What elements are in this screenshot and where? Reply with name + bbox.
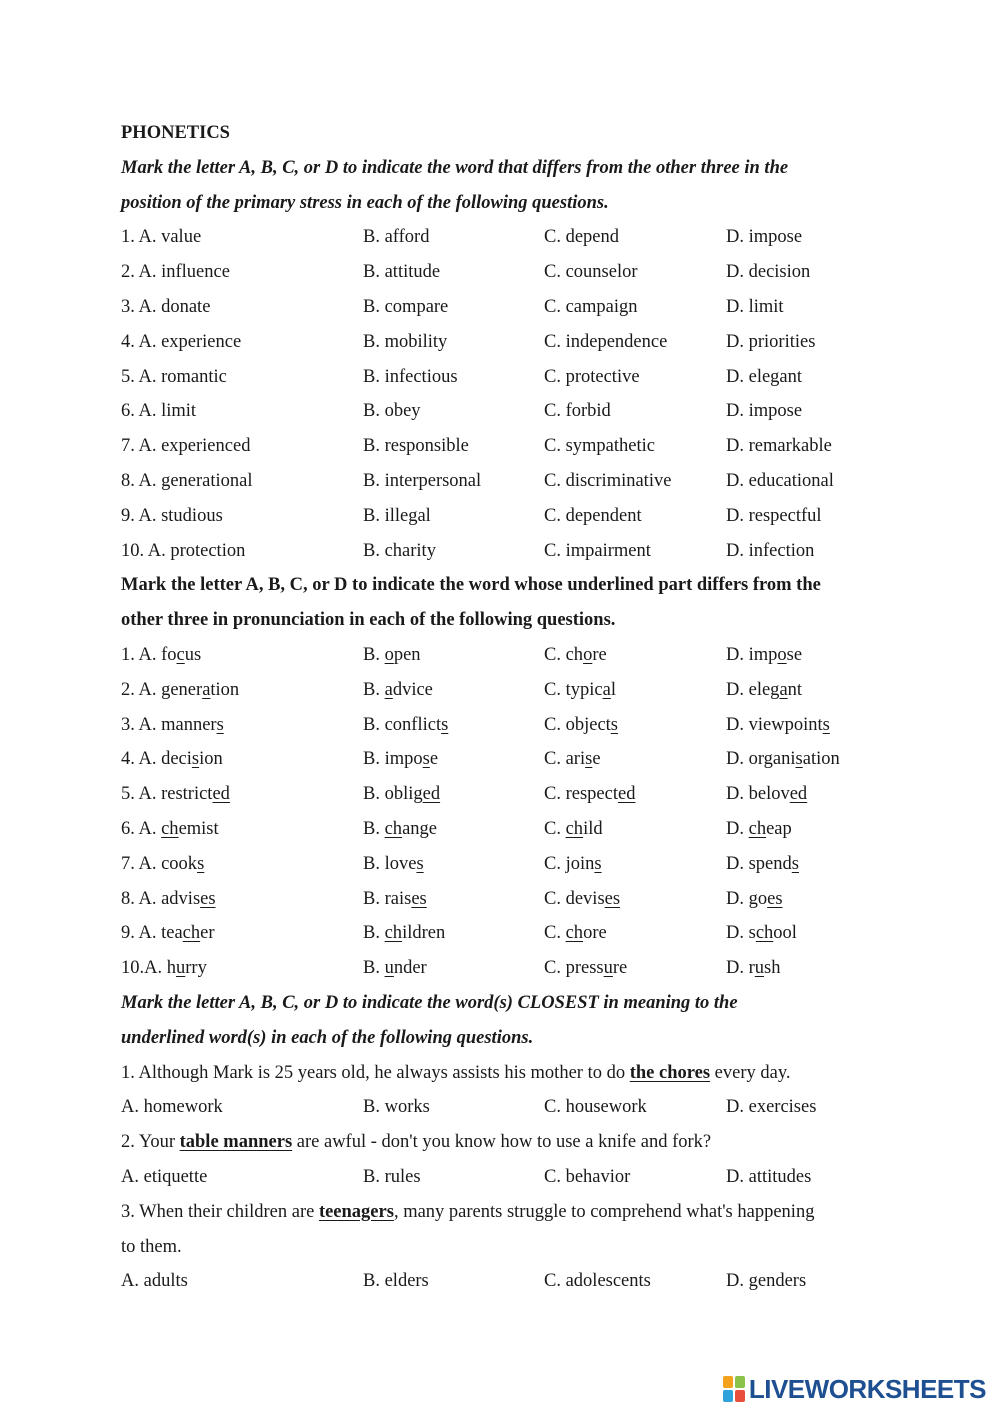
underlined-sound: ed bbox=[617, 784, 636, 805]
option-text-prefix: D. organi bbox=[726, 749, 796, 770]
question-row bbox=[121, 429, 901, 464]
answer-option[interactable]: B. illegal bbox=[363, 505, 431, 526]
underlined-sound: s bbox=[216, 714, 224, 735]
underlined-sound: u bbox=[176, 958, 186, 979]
option-text-prefix: B. impo bbox=[363, 749, 423, 770]
logo-tile bbox=[723, 1376, 733, 1388]
answer-option[interactable] bbox=[544, 916, 726, 951]
answer-option[interactable]: B. mobility bbox=[363, 331, 448, 352]
underlined-sound: ed bbox=[422, 784, 441, 805]
option-text-suffix: pen bbox=[393, 644, 421, 665]
answer-option[interactable]: C. protective bbox=[544, 366, 640, 387]
option-text-prefix: B. love bbox=[363, 853, 417, 874]
question-row bbox=[121, 220, 901, 255]
underlined-sound: ch bbox=[565, 923, 584, 944]
answer-option[interactable]: 9. A. studious bbox=[121, 505, 223, 526]
underlined-sound: ed bbox=[212, 784, 230, 805]
option-text-suffix: sh bbox=[764, 958, 781, 979]
underlined-sound: ch bbox=[565, 818, 584, 839]
logo-tile bbox=[735, 1376, 745, 1388]
underlined-sound: s bbox=[197, 853, 205, 874]
underlined-sound: s bbox=[795, 749, 803, 770]
question-row bbox=[121, 255, 901, 290]
underlined-sound: s bbox=[191, 749, 200, 770]
underlined-sound: s bbox=[610, 714, 618, 735]
liveworksheets-logo-icon bbox=[723, 1376, 745, 1402]
underlined-sound: ch bbox=[182, 923, 201, 944]
answer-option[interactable] bbox=[363, 951, 544, 986]
section-instruction: other three in pronunciation in each of the following questions. bbox=[121, 610, 616, 631]
option-text-prefix: C. bbox=[544, 923, 566, 944]
answer-option[interactable] bbox=[363, 638, 544, 673]
option-text-prefix: C. object bbox=[544, 714, 611, 735]
answer-option[interactable]: A. homework bbox=[121, 1097, 223, 1118]
question-stem bbox=[121, 1195, 901, 1230]
answer-option[interactable] bbox=[726, 882, 901, 917]
option-text-suffix: re bbox=[592, 644, 607, 665]
question-stem bbox=[121, 1125, 901, 1160]
answer-option[interactable] bbox=[726, 847, 901, 882]
question-row bbox=[121, 882, 901, 917]
question-row bbox=[121, 464, 901, 499]
answer-option[interactable]: B. afford bbox=[363, 227, 430, 248]
answer-option[interactable] bbox=[726, 638, 901, 673]
option-text-suffix: ation bbox=[802, 749, 840, 770]
option-text-prefix: D. viewpoint bbox=[726, 714, 823, 735]
answer-option[interactable]: A. adults bbox=[121, 1271, 188, 1292]
option-text-prefix: D. go bbox=[726, 888, 768, 909]
option-text-prefix: C. join bbox=[544, 853, 595, 874]
answer-option[interactable] bbox=[726, 673, 901, 708]
answer-option[interactable]: C. counselor bbox=[544, 262, 638, 283]
answer-option[interactable]: 6. A. limit bbox=[121, 401, 197, 422]
option-text-suffix: emist bbox=[178, 818, 219, 839]
answer-option[interactable] bbox=[363, 812, 544, 847]
answer-option[interactable]: C. dependent bbox=[544, 505, 642, 526]
question-row bbox=[121, 742, 901, 777]
underlined-sound: ch bbox=[755, 923, 774, 944]
answer-option[interactable]: D. decision bbox=[726, 262, 811, 283]
option-text-suffix: ore bbox=[583, 923, 607, 944]
option-text-prefix: B. bbox=[363, 818, 385, 839]
answer-option[interactable]: B. works bbox=[363, 1097, 430, 1118]
answer-option[interactable]: 7. A. experienced bbox=[121, 436, 251, 457]
answer-option[interactable] bbox=[121, 812, 363, 847]
answer-option[interactable] bbox=[544, 673, 726, 708]
option-text-prefix: 5. A. restrict bbox=[121, 784, 213, 805]
underlined-sound: es bbox=[604, 888, 621, 909]
logo-tile bbox=[735, 1390, 745, 1402]
underlined-phrase bbox=[180, 1132, 293, 1152]
option-text-suffix: us bbox=[184, 644, 202, 665]
answer-option[interactable]: 10. A. protection bbox=[121, 540, 246, 561]
option-text-suffix: ildren bbox=[402, 923, 446, 944]
answer-option[interactable] bbox=[121, 916, 363, 951]
question-row bbox=[121, 812, 901, 847]
answer-option[interactable] bbox=[121, 882, 363, 917]
option-text-suffix: er bbox=[200, 923, 215, 944]
option-text-prefix: B. bbox=[363, 958, 385, 979]
answer-option[interactable] bbox=[121, 638, 363, 673]
option-text-suffix: e bbox=[429, 749, 439, 770]
option-text-suffix: eap bbox=[766, 818, 792, 839]
option-text-prefix: B. conflict bbox=[363, 714, 442, 735]
option-text-prefix: B. bbox=[363, 923, 385, 944]
option-text-prefix: 8. A. advis bbox=[121, 888, 201, 909]
option-text-prefix: 2. A. gener bbox=[121, 679, 203, 700]
answer-option[interactable]: 1. A. value bbox=[121, 227, 202, 248]
option-text-prefix: D. eleg bbox=[726, 679, 780, 700]
answer-option[interactable] bbox=[544, 882, 726, 917]
answer-option[interactable] bbox=[363, 916, 544, 951]
answer-option[interactable] bbox=[363, 673, 544, 708]
option-text-prefix: 3. A. manner bbox=[121, 714, 217, 735]
question-row bbox=[121, 499, 901, 534]
option-text-prefix: 1. A. fo bbox=[121, 644, 177, 665]
option-text-prefix: C. typic bbox=[544, 679, 603, 700]
answer-option[interactable]: D. impose bbox=[726, 227, 803, 248]
section-instruction: Mark the letter A, B, C, or D to indicate the word that differs from the other three in the bbox=[121, 157, 789, 178]
worksheet-content bbox=[121, 151, 901, 1299]
question-row bbox=[121, 1090, 901, 1125]
option-text-suffix: re bbox=[612, 958, 628, 979]
underlined-sound: es bbox=[411, 888, 427, 909]
answer-option[interactable]: B. responsible bbox=[363, 436, 469, 457]
option-text-prefix: 4. A. deci bbox=[121, 749, 192, 770]
answer-option[interactable]: B. infectious bbox=[363, 366, 458, 387]
question-row bbox=[121, 777, 901, 812]
option-text-suffix: rry bbox=[185, 958, 207, 979]
section-instruction: underlined word(s) in each of the following questions. bbox=[121, 1027, 534, 1048]
question-row bbox=[121, 673, 901, 708]
question-row bbox=[121, 638, 901, 673]
underlined-sound: ch bbox=[161, 818, 179, 839]
answer-option[interactable] bbox=[363, 708, 544, 743]
underlined-sound: o bbox=[583, 644, 593, 665]
option-text-prefix: 10.A. h bbox=[121, 958, 176, 979]
stem-text: , many parents struggle to comprehend what's happening bbox=[393, 1201, 815, 1222]
answer-option[interactable]: 8. A. generational bbox=[121, 470, 253, 491]
option-text-suffix: dvice bbox=[392, 679, 433, 700]
liveworksheets-logo[interactable] bbox=[723, 1372, 986, 1406]
underlined-sound: es bbox=[767, 888, 783, 909]
answer-option[interactable] bbox=[726, 812, 901, 847]
answer-option[interactable] bbox=[544, 742, 726, 777]
stem-text: to them. bbox=[121, 1236, 182, 1257]
underlined-phrase bbox=[319, 1202, 394, 1222]
question-row bbox=[121, 360, 901, 395]
answer-option[interactable]: D. remarkable bbox=[726, 436, 832, 457]
question-row bbox=[121, 1160, 901, 1195]
question-stem bbox=[121, 1056, 901, 1091]
answer-option[interactable] bbox=[363, 882, 544, 917]
answer-option[interactable] bbox=[726, 951, 901, 986]
question-row bbox=[121, 916, 901, 951]
answer-option[interactable]: D. respectful bbox=[726, 505, 822, 526]
option-text-suffix: l bbox=[610, 679, 616, 700]
underlined-sound: s bbox=[585, 749, 593, 770]
answer-option[interactable]: B. interpersonal bbox=[363, 470, 482, 491]
answer-option[interactable] bbox=[544, 847, 726, 882]
question-row bbox=[121, 1264, 901, 1299]
answer-option[interactable] bbox=[544, 812, 726, 847]
answer-option[interactable]: 5. A. romantic bbox=[121, 366, 227, 387]
answer-option[interactable] bbox=[121, 708, 363, 743]
underlined-sound: s bbox=[422, 749, 430, 770]
answer-option[interactable]: C. adolescents bbox=[544, 1271, 651, 1292]
option-text-prefix: D. spend bbox=[726, 853, 792, 874]
answer-option[interactable]: D. attitudes bbox=[726, 1166, 812, 1187]
liveworksheets-logo-text: LIVEWORKSHEETS bbox=[748, 1373, 986, 1404]
section-instruction: position of the primary stress in each of the following questions. bbox=[121, 192, 609, 213]
option-text-prefix: D. r bbox=[726, 958, 755, 979]
answer-option[interactable]: 2. A. influence bbox=[121, 262, 230, 283]
answer-option[interactable] bbox=[726, 777, 901, 812]
answer-option[interactable]: C. discriminative bbox=[544, 470, 672, 491]
underlined-sound: o bbox=[777, 644, 787, 665]
answer-option[interactable] bbox=[544, 708, 726, 743]
answer-option[interactable]: B. elders bbox=[363, 1271, 429, 1292]
underlined-phrase-text: teenagers bbox=[318, 1201, 394, 1222]
answer-option[interactable]: C. forbid bbox=[544, 401, 611, 422]
answer-option[interactable]: B. charity bbox=[363, 540, 436, 561]
answer-option[interactable] bbox=[363, 777, 544, 812]
answer-option[interactable]: C. independence bbox=[544, 331, 668, 352]
answer-option[interactable]: D. elegant bbox=[726, 366, 803, 387]
underlined-sound: s bbox=[416, 853, 424, 874]
option-text-prefix: D. s bbox=[726, 923, 756, 944]
answer-option[interactable]: D. genders bbox=[726, 1271, 807, 1292]
question-row bbox=[121, 394, 901, 429]
section-instruction: Mark the letter A, B, C, or D to indicate the word(s) CLOSEST in meaning to the bbox=[121, 992, 738, 1013]
answer-option[interactable]: D. exercises bbox=[726, 1097, 817, 1118]
underlined-sound: u bbox=[603, 958, 613, 979]
option-text-prefix: B. bbox=[363, 644, 385, 665]
answer-option[interactable]: C. behavior bbox=[544, 1166, 631, 1187]
option-text-prefix: C. ch bbox=[544, 644, 584, 665]
question-row bbox=[121, 951, 901, 986]
answer-option[interactable]: B. obey bbox=[363, 401, 421, 422]
option-text-prefix: C. bbox=[544, 818, 566, 839]
answer-option[interactable] bbox=[121, 673, 363, 708]
logo-tile bbox=[723, 1390, 733, 1402]
answer-option[interactable]: C. depend bbox=[544, 227, 620, 248]
option-text-prefix: 9. A. tea bbox=[121, 923, 183, 944]
answer-option[interactable] bbox=[726, 916, 901, 951]
underlined-sound: a bbox=[202, 679, 211, 700]
underlined-sound: o bbox=[384, 644, 394, 665]
answer-option[interactable]: 3. A. donate bbox=[121, 296, 211, 317]
question-row bbox=[121, 847, 901, 882]
answer-option[interactable]: D. impose bbox=[726, 401, 803, 422]
question-row bbox=[121, 290, 901, 325]
stem-text: every day. bbox=[710, 1062, 791, 1083]
option-text-suffix: nt bbox=[787, 679, 803, 700]
underlined-sound: s bbox=[441, 714, 449, 735]
underlined-sound: es bbox=[200, 888, 216, 909]
stem-text: 3. When their children are bbox=[121, 1201, 319, 1222]
answer-option[interactable]: B. compare bbox=[363, 296, 449, 317]
underlined-sound: ch bbox=[384, 818, 403, 839]
stem-text: 1. Although Mark is 25 years old, he always assists his mother to do bbox=[121, 1062, 630, 1083]
option-text-suffix: nder bbox=[393, 958, 427, 979]
option-text-prefix: B. oblig bbox=[363, 784, 423, 805]
underlined-phrase bbox=[630, 1063, 710, 1083]
answer-option[interactable] bbox=[726, 708, 901, 743]
answer-option[interactable]: C. impairment bbox=[544, 540, 651, 561]
answer-option[interactable]: D. limit bbox=[726, 296, 784, 317]
answer-option[interactable] bbox=[544, 951, 726, 986]
answer-option[interactable]: C. campaign bbox=[544, 296, 638, 317]
underlined-sound: u bbox=[384, 958, 394, 979]
underlined-sound: ch bbox=[748, 818, 767, 839]
answer-option[interactable] bbox=[121, 777, 363, 812]
underlined-sound: a bbox=[602, 679, 611, 700]
answer-option[interactable]: B. rules bbox=[363, 1166, 421, 1187]
option-text-prefix: B. rais bbox=[363, 888, 412, 909]
worksheet-page bbox=[121, 116, 901, 1299]
option-text-suffix: ion bbox=[199, 749, 223, 770]
answer-option[interactable] bbox=[121, 951, 363, 986]
underlined-sound: a bbox=[779, 679, 788, 700]
underlined-sound: c bbox=[176, 644, 185, 665]
question-row bbox=[121, 708, 901, 743]
underlined-sound: a bbox=[384, 679, 393, 700]
option-text-prefix: D. imp bbox=[726, 644, 778, 665]
option-text-suffix: ool bbox=[773, 923, 797, 944]
option-text-suffix: ange bbox=[402, 818, 437, 839]
answer-option[interactable]: D. infection bbox=[726, 540, 815, 561]
option-text-suffix: e bbox=[592, 749, 601, 770]
option-text-suffix: tion bbox=[210, 679, 240, 700]
question-row bbox=[121, 325, 901, 360]
section-instruction: Mark the letter A, B, C, or D to indicate the word whose underlined part differs from the bbox=[121, 575, 821, 596]
answer-option[interactable]: B. attitude bbox=[363, 262, 441, 283]
option-text-prefix: D. belov bbox=[726, 784, 790, 805]
option-text-prefix: C. press bbox=[544, 958, 604, 979]
underlined-phrase-text: table manners bbox=[179, 1132, 293, 1153]
answer-option[interactable]: D. educational bbox=[726, 470, 834, 491]
answer-option[interactable] bbox=[363, 847, 544, 882]
underlined-phrase-text: the chores bbox=[629, 1062, 711, 1083]
underlined-sound: ch bbox=[384, 923, 403, 944]
underlined-sound: u bbox=[754, 958, 765, 979]
option-text-prefix: C. devis bbox=[544, 888, 605, 909]
option-text-prefix: D. bbox=[726, 818, 749, 839]
answer-option[interactable]: A. etiquette bbox=[121, 1166, 208, 1187]
underlined-sound: s bbox=[594, 853, 602, 874]
answer-option[interactable] bbox=[121, 847, 363, 882]
underlined-sound: s bbox=[822, 714, 830, 735]
option-text-prefix: 6. A. bbox=[121, 818, 162, 839]
answer-option[interactable] bbox=[726, 742, 901, 777]
question-stem bbox=[121, 1230, 901, 1265]
option-text-prefix: B. bbox=[363, 679, 385, 700]
page-title: PHONETICS bbox=[121, 123, 230, 143]
answer-option[interactable] bbox=[121, 742, 363, 777]
option-text-prefix: 7. A. cook bbox=[121, 853, 198, 874]
answer-option[interactable]: D. priorities bbox=[726, 331, 816, 352]
option-text-suffix: se bbox=[786, 644, 803, 665]
stem-text: 2. Your bbox=[121, 1132, 180, 1153]
answer-option[interactable] bbox=[544, 638, 726, 673]
answer-option[interactable]: 4. A. experience bbox=[121, 331, 242, 352]
answer-option[interactable]: C. housework bbox=[544, 1097, 647, 1118]
option-text-prefix: C. ari bbox=[544, 749, 586, 770]
underlined-sound: s bbox=[791, 853, 799, 874]
question-row bbox=[121, 534, 901, 569]
option-text-prefix: C. respect bbox=[544, 784, 618, 805]
answer-option[interactable] bbox=[363, 742, 544, 777]
option-text-suffix: ild bbox=[583, 818, 603, 839]
underlined-sound: ed bbox=[789, 784, 808, 805]
answer-option[interactable] bbox=[544, 777, 726, 812]
answer-option[interactable]: C. sympathetic bbox=[544, 436, 655, 457]
stem-text: are awful - don't you know how to use a knife and fork? bbox=[292, 1132, 712, 1153]
